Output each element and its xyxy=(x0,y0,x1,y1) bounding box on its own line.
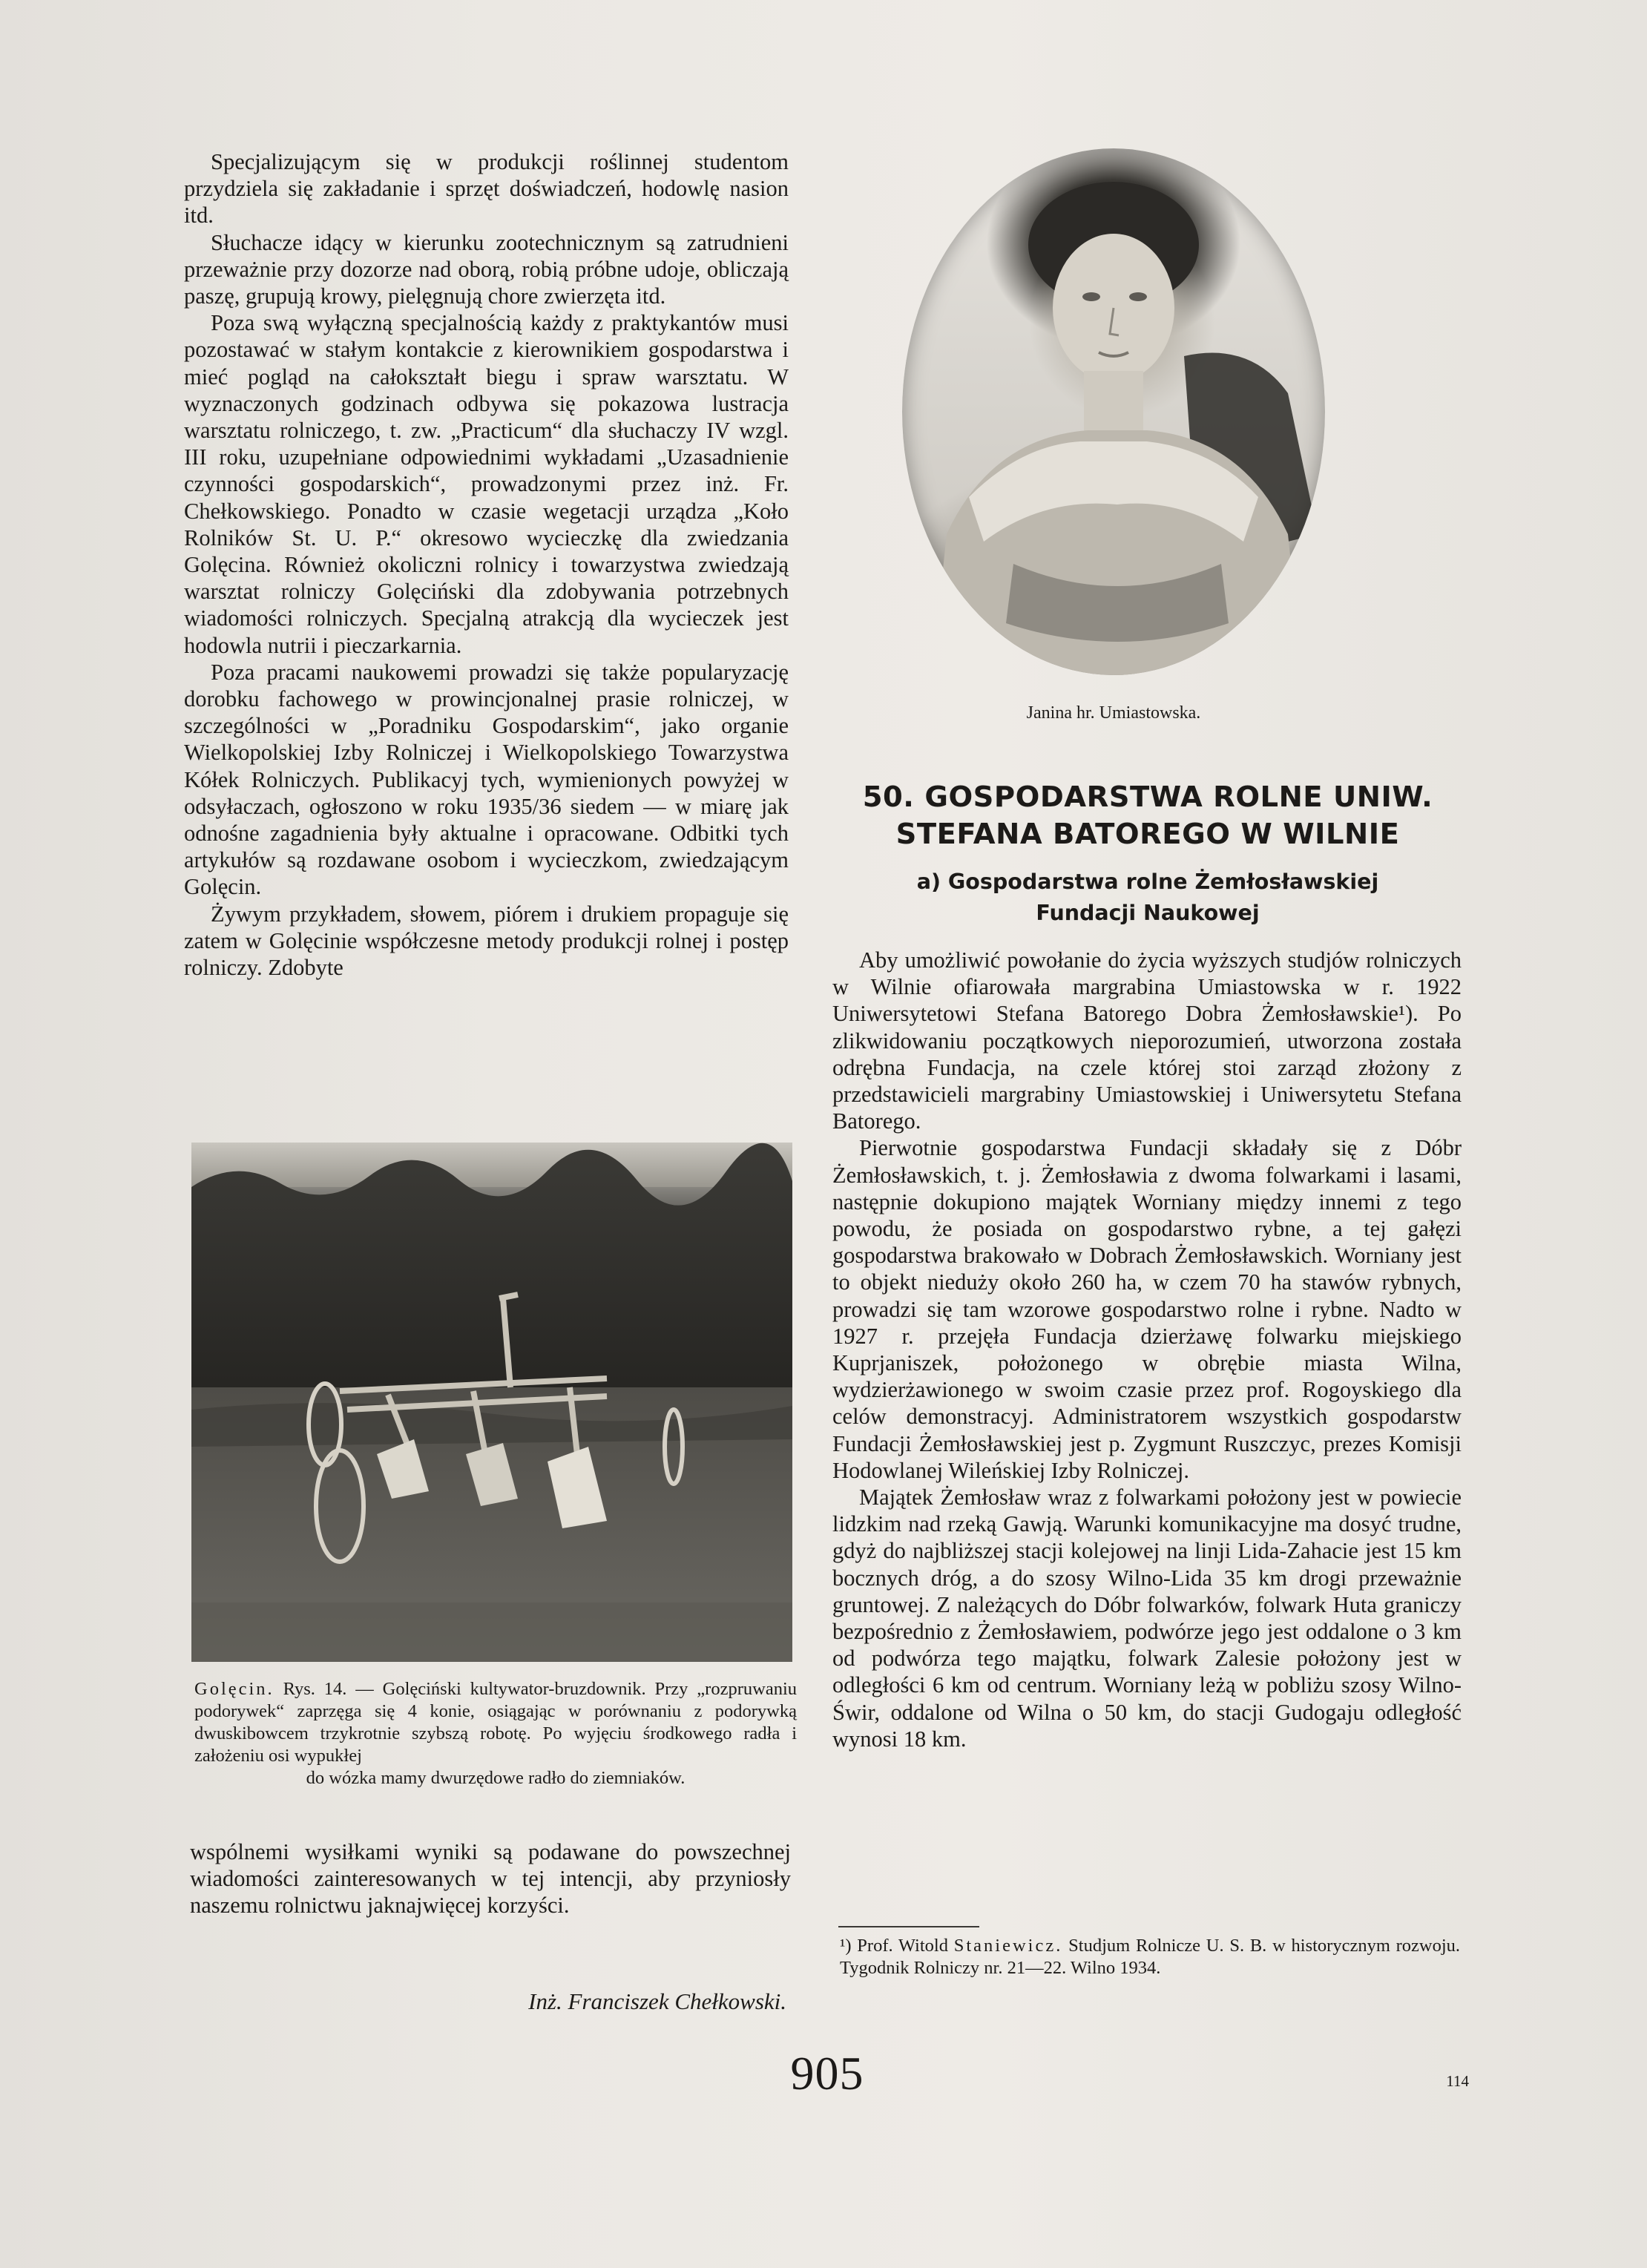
portrait-photo xyxy=(902,148,1325,675)
heading-line: 50. GOSPODARSTWA ROLNE UNIW. xyxy=(862,780,1433,814)
paragraph: Poza swą wyłączną specjalnością każdy z praktykantów musi pozostawać w stałym kontakcie z kierownikiem gospodarstwa i mieć pogląd na całokształt biegu i spraw warsztatu. W wyznaczonych godzinach odbywa się pokazowa lustracja warsztatu rolniczego, t. zw. „Practicum“ dla słuchaczy IV wzgl. III roku, uzupełniane odpowiednimi wykładami „Uzasadnienie czynności gospodarskich“, prowadzonymi przez inż. Fr. Chełkowskiego. Ponadto w czasie wegetacji urządza „Koło Rolników St. U. P.“ okresowo wycieczkę dla zwiedzania Golęcina. Również okoliczni rolnicy i towarzystwa zwiedzają warsztat rolniczy Golęciński dla zdobywania potrzebnych wiadomości rolniczych. Specjalną atrakcją dla wycieczek jest hodowla nutrii i pieczarkarnia. xyxy=(184,310,789,658)
cultivator-photo xyxy=(191,1143,792,1662)
paragraph: Specjalizującym się w produkcji roślinnej studentom przydziela się zakładanie i sprzęt doświadczeń, hodowlę nasion itd. xyxy=(184,149,789,229)
section-heading xyxy=(834,779,1462,853)
cultivator-illustration xyxy=(191,1143,792,1662)
portrait-caption: Janina hr. Umiastowska. xyxy=(1026,703,1201,723)
subheading-line: a) Gospodarstwa rolne Żemłosławskiej xyxy=(916,870,1379,894)
paragraph: Pierwotnie gospodarstwa Fundacji składały się z Dóbr Żemłosławskich, t. j. Żemłosławia z dwoma folwarkami i lasami, następnie dokupiono majątek Worniany między innemi z tego powodu, że posiada on gospodarstwo rybne, a tej gałęzi gospodarstwa brakowało w Dobrach Żemłosławskich. Worniany jest to objekt nieduży około 260 ha, w czem 70 ha stawów rybnych, prowadzi się tam wzorowe gospodarstwo rolne i rybne. Nadto w 1927 r. przejęła Fundacja dzierżawę folwarku miejskiego Kuprjaniszek, położonego w obrębie miasta Wilna, wydzierżawionego w swoim czasie przez prof. Rogoyskiego dla celów demonstracyj. Administratorem wszystkich gospodarstw Fundacji Żemłosławskiej jest p. Zygmunt Ruszczyc, prezes Komisji Hodowlanej Wileńskiej Izby Rolniczej. xyxy=(832,1135,1462,1483)
footnote xyxy=(840,1935,1460,1979)
closing-paragraph xyxy=(190,1838,791,1919)
page-number: 905 xyxy=(790,2047,864,2100)
paragraph: Poza pracami naukowemi prowadzi się także popularyzację dorobku fachowego w prowincjonalnej prasie rolniczej, w szczególności w „Poradniku Gospodarskim“, jako organie Wielkopolskiej Izby Rolniczej i Wielkopolskiego Towarzystwa Kółek Rolniczych. Publikacyj tych, wymienionych powyżej w odsyłaczach, ogłoszono w roku 1935/36 siedem — w miarę jak odnośne zagadnienia były aktualne i opracowane. Odbitki tych artykułów są rozdawane osobom i wycieczkom, zwiedzającym Golęcin. xyxy=(184,659,789,900)
paragraph: Aby umożliwić powołanie do życia wyższych studjów rolniczych w Wilnie ofiarowała margrabina Umiastowska w r. 1922 Uniwersytetowi Stefana Batorego Dobra Żemłosławskie¹). Po zlikwidowaniu początkowych nieporozumień, utworzona została odrębna Fundacja, na czele której stoi zarząd złożony z przedstawicieli margrabiny Umiastowskiej i Uniwersytetu Stefana Batorego. xyxy=(832,947,1462,1134)
section-subheading xyxy=(834,867,1462,929)
right-column xyxy=(832,947,1462,1752)
footnote-author: Staniewicz. xyxy=(953,1936,1063,1956)
paragraph: Żywym przykładem, słowem, piórem i drukiem propaguje się zatem w Golęcinie współczesne metody produkcji rolnej i postęp rolniczy. Zdobyte xyxy=(184,901,789,981)
paragraph: Majątek Żemłosław wraz z folwarkami położony jest w powiecie lidzkim nad rzeką Gawją. Warunki komunikacyjne ma dosyć trudne, gdyż do najbliższej stacji kolejowej na linji Lida-Zahacie jest 15 km bocznych dróg, a do szosy Wilno-Lida 35 km drogi przeważnie gruntowej. Z należących do Dóbr folwarków, folwark Huta graniczy bezpośrednio z Żemłosławiem, podwórze jego jest oddalone o 3 km od podwórza tego majątku, folwark Zalesie położony jest w odległości 6 km od centrum. Worniany leżą w pobliżu szosy Wilno-Świr, oddalone od Wilna o 50 km, do stacji Gudogaju odległość wynosi 18 km. xyxy=(832,1485,1462,1752)
caption-place: Golęcin. xyxy=(194,1679,274,1699)
caption-text: Rys. 14. — Golęciński kultywator-bruzdownik. Przy „rozpruwaniu podorywek“ zaprzęga się 4 konie, osiągając w porównaniu z podorywką dwuskibowcem trzykrotnie szybszą robotę. Po wyjęciu środkowego radła i założeniu osi wypukłej xyxy=(194,1679,797,1766)
portrait-frame xyxy=(902,148,1325,675)
paragraph: Słuchacze idący w kierunku zootechnicznym są zatrudnieni przeważnie przy dozorze nad oborą, robią próbne udoje, obliczają paszę, grupują krowy, pielęgnują chore zwierzęta itd. xyxy=(184,229,789,309)
heading-line: STEFANA BATOREGO W WILNIE xyxy=(895,818,1400,851)
footnote-prefix: Prof. Witold xyxy=(857,1936,948,1956)
sheet-number: 114 xyxy=(1446,2072,1469,2090)
subheading-line: Fundacji Naukowej xyxy=(1036,901,1260,925)
figure-caption xyxy=(194,1678,797,1789)
footnote-rule xyxy=(838,1926,979,1927)
caption-last-line: do wózka mamy dwurzędowe radło do ziemniaków. xyxy=(306,1768,686,1788)
footnote-text: Studjum Rolnicze U. S. B. w historycznym rozwoju. Tygodnik Rolniczy nr. 21—22. Wilno 1934. xyxy=(840,1936,1461,1978)
portrait-illustration xyxy=(902,148,1325,675)
left-column xyxy=(184,148,789,981)
footnote-marker: ¹) xyxy=(840,1936,852,1956)
paragraph: wspólnemi wysiłkami wyniki są podawane do powszechnej wiadomości zainteresowanych w tej intencji, aby przyniosły naszemu rolnictwu jaknajwięcej korzyści. xyxy=(190,1839,791,1919)
author-signature: Inż. Franciszek Chełkowski. xyxy=(528,1988,786,2014)
